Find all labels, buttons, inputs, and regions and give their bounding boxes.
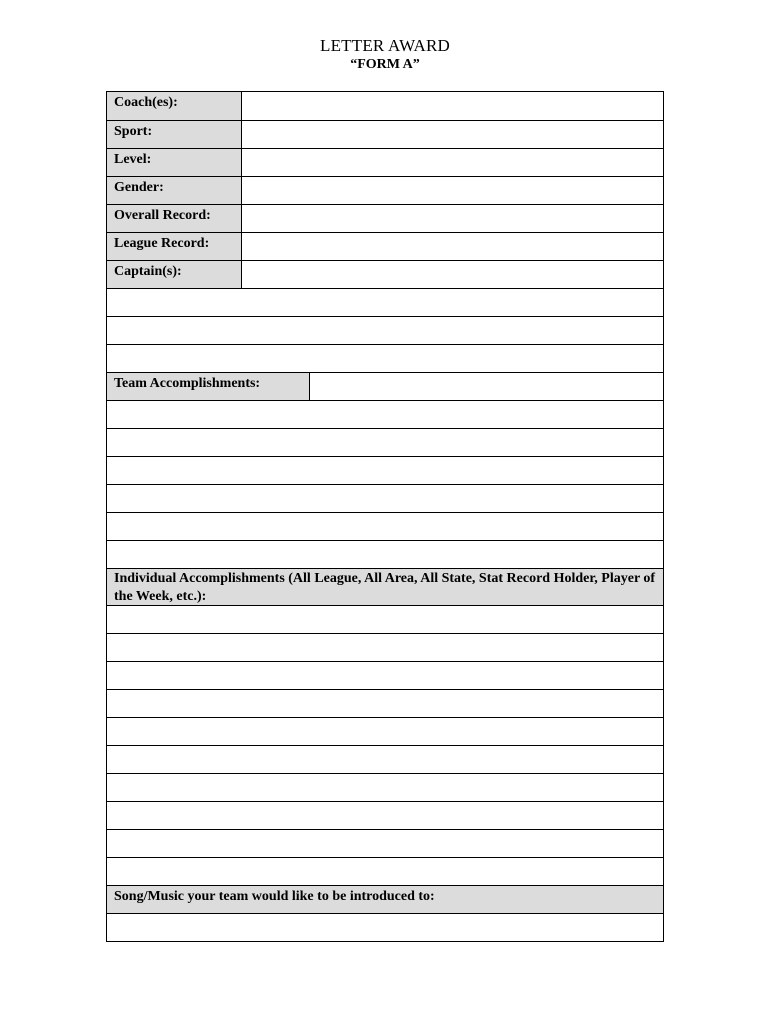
individual-accomplishments-line: [107, 773, 663, 801]
form-title: LETTER AWARD: [320, 36, 450, 55]
captains-input[interactable]: [242, 261, 663, 288]
team-accomplishments-input[interactable]: [310, 373, 663, 400]
individual-accomplishments-line-input[interactable]: [107, 858, 663, 885]
team-accomplishments-line-input[interactable]: [107, 541, 663, 568]
captain-line-input[interactable]: [107, 317, 663, 344]
individual-accomplishments-line: [107, 633, 663, 661]
field-row-team-accomplishments: [107, 372, 663, 400]
team-accomplishments-line-input[interactable]: [107, 429, 663, 456]
field-row-coaches: [107, 92, 663, 120]
field-row-overall-record: [107, 204, 663, 232]
sport-input[interactable]: [242, 121, 663, 148]
captain-line: [107, 316, 663, 344]
team-accomplishments-line: [107, 428, 663, 456]
individual-accomplishments-line: [107, 717, 663, 745]
individual-accomplishments-line-input[interactable]: [107, 718, 663, 745]
individual-accomplishments-line: [107, 857, 663, 885]
individual-accomplishments-line-input[interactable]: [107, 662, 663, 689]
individual-accomplishments-header: Individual Accomplishments (All League, All Area, All State, Stat Record Holder, Player of the Week, etc.):: [107, 568, 663, 605]
individual-accomplishments-line: [107, 801, 663, 829]
overall-record-input[interactable]: [242, 205, 663, 232]
individual-accomplishments-line: [107, 661, 663, 689]
field-label-overall-record: Overall Record:: [107, 205, 242, 232]
field-label-level: Level:: [107, 149, 242, 176]
field-row-gender: [107, 176, 663, 204]
song-music-line: [107, 913, 663, 941]
individual-accomplishments-line: [107, 829, 663, 857]
individual-accomplishments-line-input[interactable]: [107, 606, 663, 633]
team-accomplishments-line-input[interactable]: [107, 513, 663, 540]
captain-line-input[interactable]: [107, 289, 663, 316]
field-row-captains: [107, 260, 663, 288]
level-input[interactable]: [242, 149, 663, 176]
field-row-sport: [107, 120, 663, 148]
team-accomplishments-line: [107, 540, 663, 568]
team-accomplishments-line-input[interactable]: [107, 401, 663, 428]
individual-accomplishments-line-input[interactable]: [107, 774, 663, 801]
song-music-input[interactable]: [107, 914, 663, 941]
field-label-league-record: League Record:: [107, 233, 242, 260]
field-label-coaches: Coach(es):: [107, 92, 242, 120]
field-row-level: [107, 148, 663, 176]
form-subtitle: “FORM A”: [350, 57, 420, 72]
team-accomplishments-line: [107, 484, 663, 512]
captain-line: [107, 344, 663, 372]
captain-line-input[interactable]: [107, 345, 663, 372]
individual-accomplishments-line: [107, 689, 663, 717]
individual-accomplishments-line-input[interactable]: [107, 690, 663, 717]
individual-accomplishments-line-input[interactable]: [107, 746, 663, 773]
individual-accomplishments-line-input[interactable]: [107, 634, 663, 661]
individual-accomplishments-line-input[interactable]: [107, 802, 663, 829]
coaches-input[interactable]: [242, 92, 663, 120]
field-label-team-accomplishments: Team Accomplishments:: [107, 373, 310, 400]
field-label-gender: Gender:: [107, 177, 242, 204]
team-accomplishments-line-input[interactable]: [107, 485, 663, 512]
team-accomplishments-line: [107, 456, 663, 484]
captain-line: [107, 288, 663, 316]
field-label-sport: Sport:: [107, 121, 242, 148]
league-record-input[interactable]: [242, 233, 663, 260]
individual-accomplishments-line: [107, 745, 663, 773]
gender-input[interactable]: [242, 177, 663, 204]
field-row-league-record: [107, 232, 663, 260]
individual-accomplishments-line: [107, 605, 663, 633]
song-music-header: Song/Music your team would like to be introduced to:: [107, 885, 663, 913]
letter-award-form: [106, 91, 664, 942]
team-accomplishments-line: [107, 512, 663, 540]
team-accomplishments-line-input[interactable]: [107, 457, 663, 484]
team-accomplishments-line: [107, 400, 663, 428]
individual-accomplishments-line-input[interactable]: [107, 830, 663, 857]
field-label-captains: Captain(s):: [107, 261, 242, 288]
